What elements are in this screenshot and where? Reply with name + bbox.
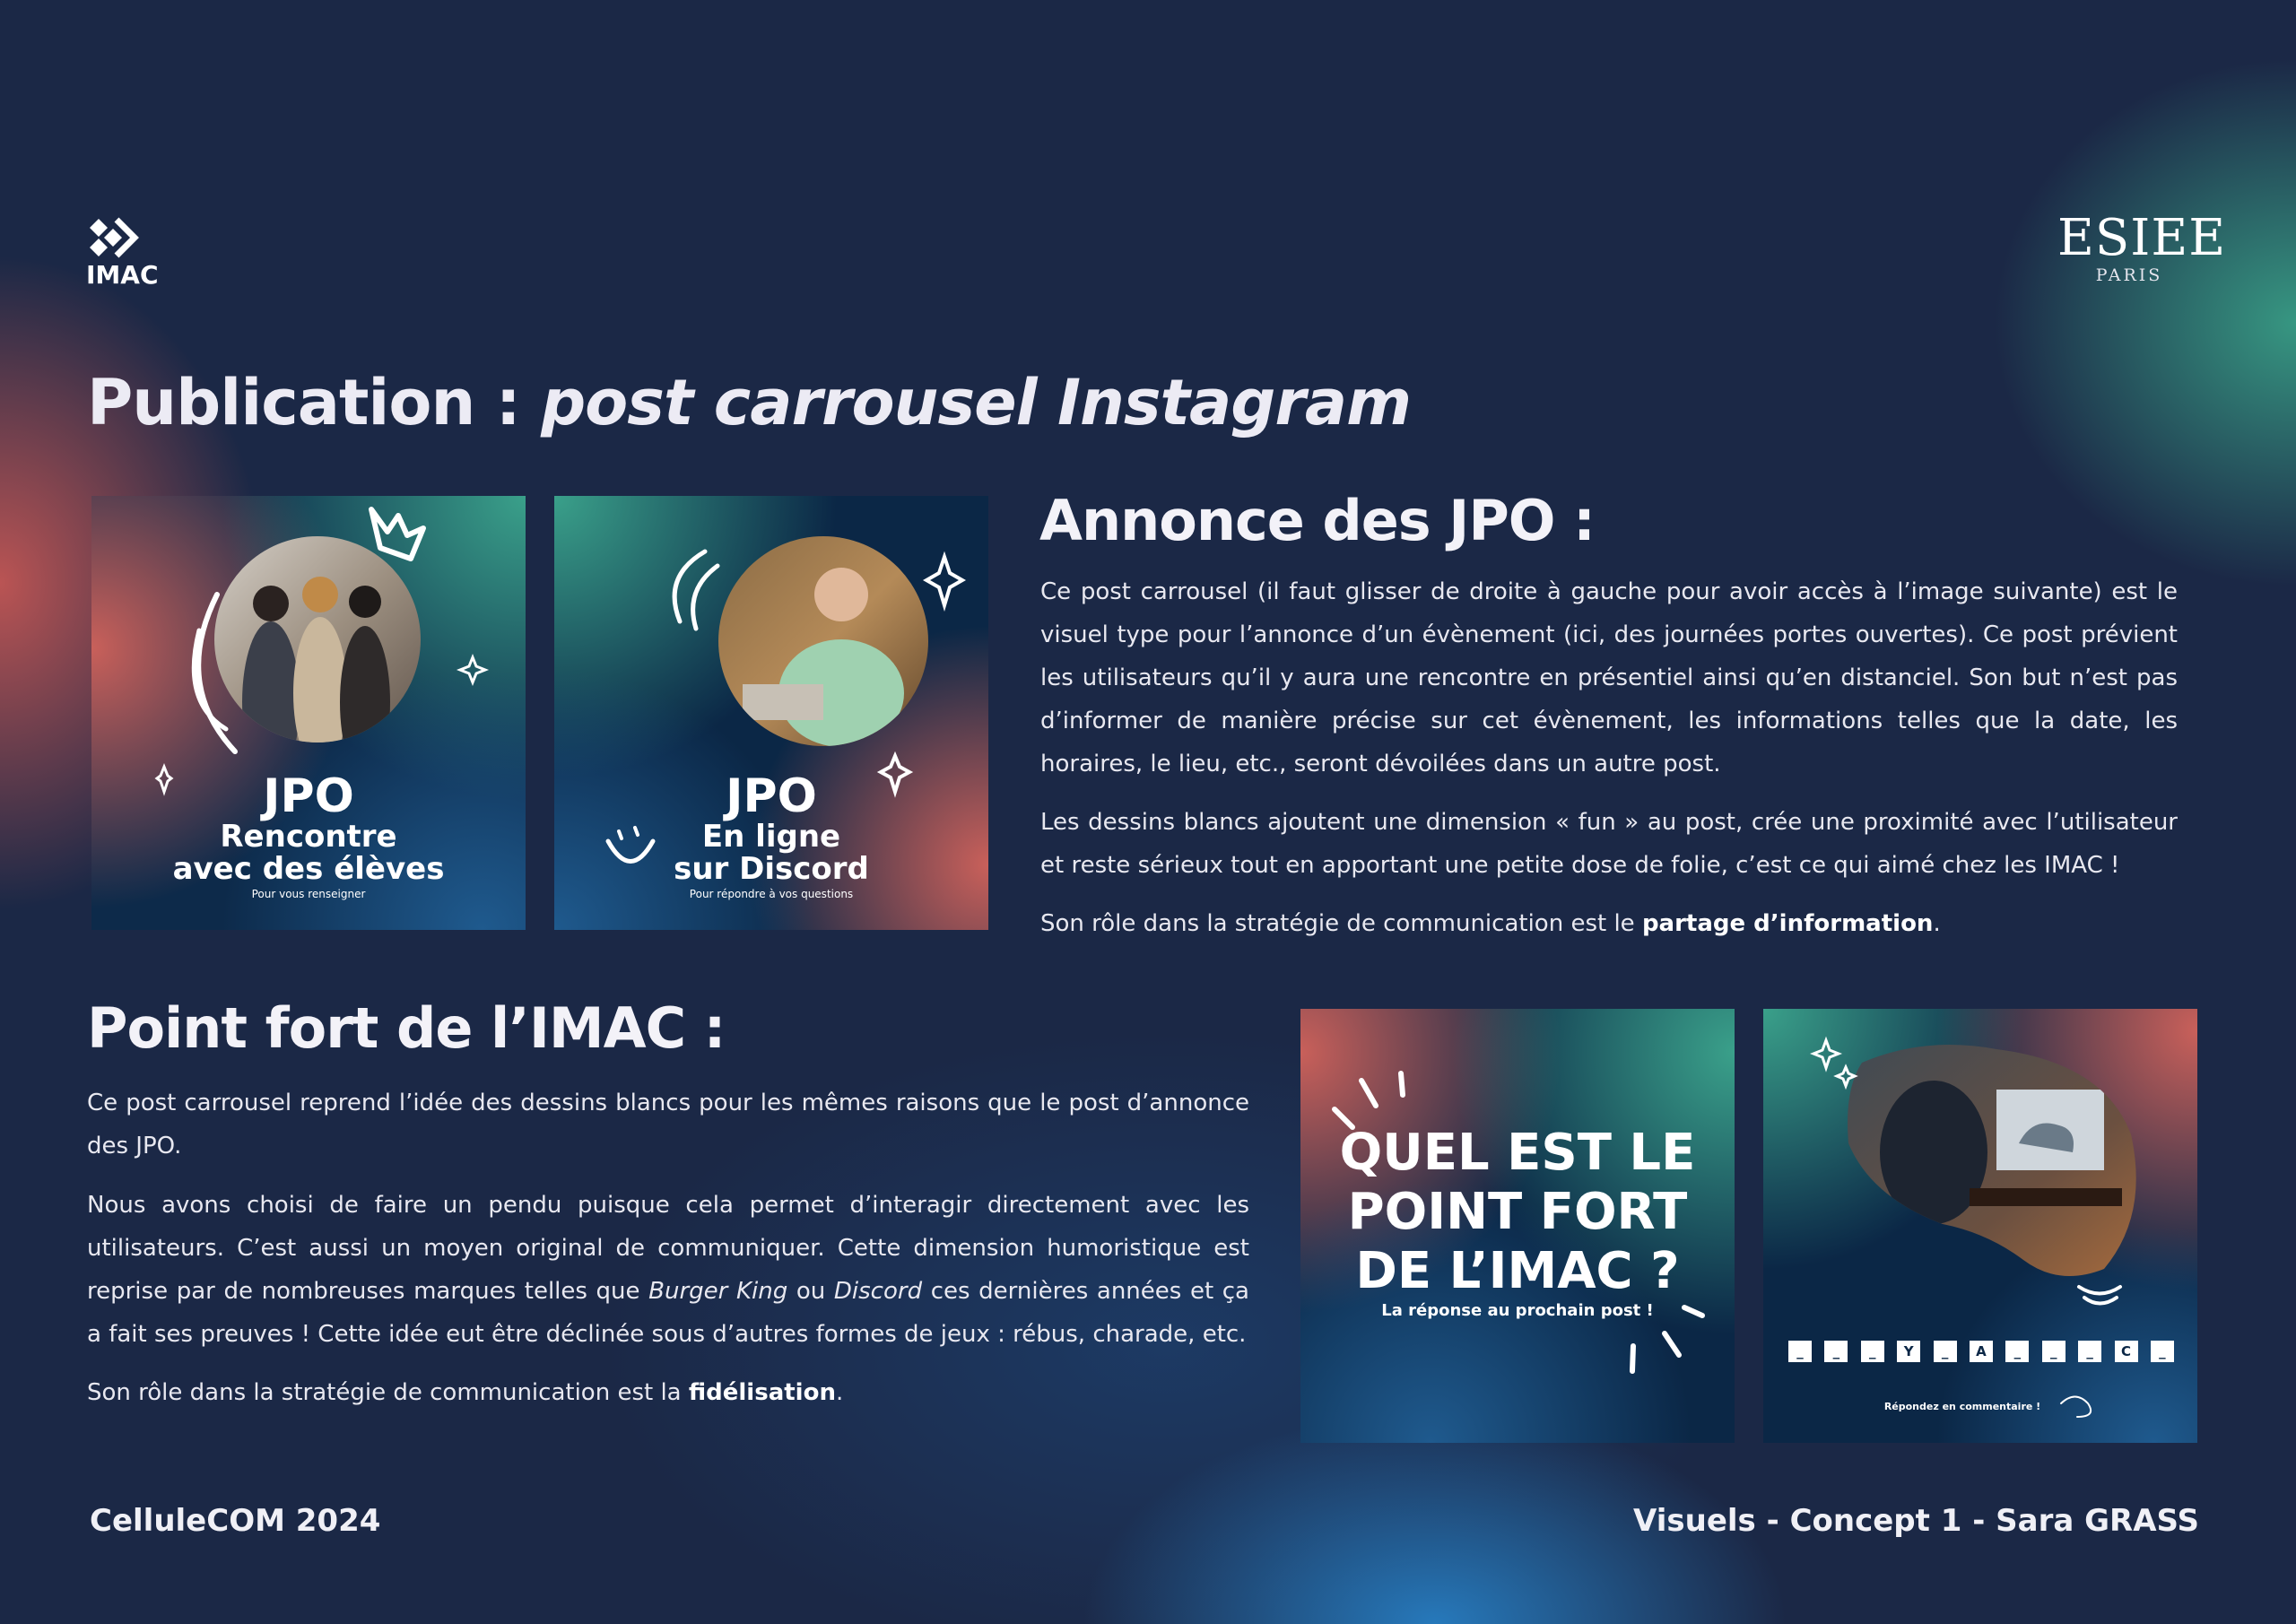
card1-line2: avec des élèves (172, 851, 445, 887)
hangman-letter-box: _ (1788, 1341, 1812, 1362)
card3-line3: DE L’IMAC ? (1355, 1242, 1680, 1300)
esiee-logo-main: ESIEE (2057, 209, 2227, 267)
imac-para3-prefix: Son rôle dans la stratégie de communication est la (87, 1379, 689, 1406)
imac-logo-text: IMAC (86, 260, 159, 290)
imac-para2-discord: Discord (833, 1278, 923, 1305)
imac-logo-icon (86, 215, 144, 260)
hangman-letter-box: _ (2042, 1341, 2066, 1362)
imac-para2-c: ces dernières années et ça a fait ses preuves ! Cette idée eut être déclinée sous d’autres formes de jeux : rébus, charade, etc. (87, 1278, 1249, 1348)
card3-line2: POINT FORT (1347, 1183, 1688, 1241)
jpo-para3 (1040, 902, 2178, 945)
imac-para2-burger-king: Burger King (648, 1278, 788, 1305)
imac-logo (86, 215, 158, 290)
imac-heading: Point fort de l’IMAC : (87, 995, 726, 1061)
jpo-para3-bold: partage d’information (1641, 910, 1934, 937)
card1-title: JPO (263, 769, 354, 823)
hangman-letter-box: A (1970, 1341, 1993, 1362)
jpo-para3-suffix: . (1933, 910, 1941, 937)
page-title-prefix: Publication : (87, 366, 542, 439)
hangman-letter-box: C (2115, 1341, 2138, 1362)
hangman-letter-box: _ (2005, 1341, 2029, 1362)
card4-background (1763, 1009, 2197, 1443)
carousel-card-jpo-rencontre (91, 496, 526, 930)
footer-right: Visuels - Concept 1 - Sara GRASS (1633, 1503, 2199, 1539)
carousel-card-question (1300, 1009, 1735, 1443)
card3-caption: La réponse au prochain post ! (1381, 1301, 1654, 1320)
jpo-para2: Les dessins blancs ajoutent une dimension « fun » au post, crée une proximité avec l’utilisateur et reste sérieux tout en apportant une petite dose de folie, c’est ce qui aimé chez les IMAC ! (1040, 809, 2178, 879)
imac-para2-a: Nous avons choisi de faire un pendu puisque cela permet d’interagir directement avec les utilisateurs. C’est aussi un moyen original de communiquer. Cette dimension humoristique est reprise par de nombreuses marques telles que (87, 1192, 1249, 1305)
page-title-italic: post carrousel Instagram (541, 366, 1412, 439)
card2-title: JPO (726, 769, 817, 823)
card1-line1: Rencontre (220, 819, 397, 855)
carousel-card-hangman (1763, 1009, 2197, 1443)
card2-line1: En ligne (701, 819, 841, 855)
hangman-letter-row (1788, 1341, 2174, 1366)
page-title (87, 366, 1411, 439)
imac-para1: Ce post carrousel reprend l’idée des dessins blancs pour les mêmes raisons que le post d’annonce des JPO. (87, 1090, 1249, 1159)
carousel-card-jpo-discord (554, 496, 988, 930)
esiee-logo-sub: PARIS (2095, 265, 2163, 285)
imac-para3-bold: fidélisation (688, 1379, 836, 1406)
jpo-heading: Annonce des JPO : (1039, 488, 1595, 553)
imac-para2-b: ou (787, 1278, 834, 1305)
footer-left: CelluleCOM 2024 (90, 1503, 381, 1539)
esiee-logo (2057, 209, 2227, 285)
hangman-letter-box: Y (1897, 1341, 1920, 1362)
card1-caption: Pour vous renseigner (251, 888, 366, 900)
imac-para3-suffix: . (835, 1379, 844, 1406)
hangman-letter-box: _ (2151, 1341, 2174, 1362)
card2-caption: Pour répondre à vos questions (689, 888, 854, 900)
card3-line1: QUEL EST LE (1339, 1124, 1696, 1182)
imac-para2 (87, 1184, 1249, 1356)
hangman-letter-box: _ (1824, 1341, 1848, 1362)
card4-caption: Répondez en commentaire ! (1883, 1401, 2041, 1412)
jpo-para3-prefix: Son rôle dans la stratégie de communication est le (1040, 910, 1642, 937)
card2-line2: sur Discord (674, 851, 869, 887)
hangman-letter-box: _ (1934, 1341, 1957, 1362)
imac-para3 (87, 1371, 1249, 1414)
hangman-letter-box: _ (2078, 1341, 2101, 1362)
hangman-letter-box: _ (1861, 1341, 1884, 1362)
jpo-para1: Ce post carrousel (il faut glisser de droite à gauche pour avoir accès à l’image suivante) est le visuel type pour l’annonce d’un évènement (ici, des journées portes ouvertes). Ce post prévient les utilisateurs qu’il y aura une rencontre en présentiel ainsi qu’en distanciel. Son but n’est pas d’informer de manière précise sur cet évènement, les informations telles que la date, les horaires, le lieu, etc., seront dévoilées dans un autre post. (1040, 578, 2178, 777)
